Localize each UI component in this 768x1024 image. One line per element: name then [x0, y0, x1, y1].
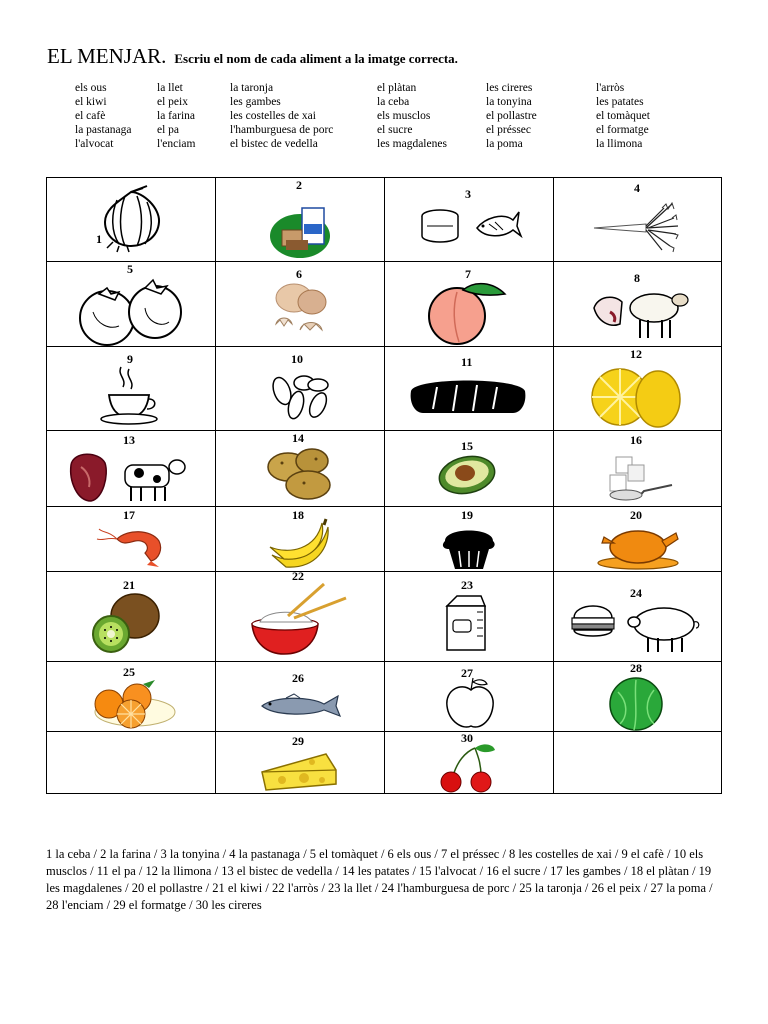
item-number: 6 [296, 267, 302, 281]
item-number: 18 [292, 508, 304, 522]
word: les costelles de xai [230, 110, 316, 122]
grid-row [47, 662, 722, 732]
word: la farina [157, 110, 195, 122]
flour-icon [216, 178, 385, 262]
word: la llimona [596, 138, 643, 150]
word-column [157, 81, 195, 151]
grid-cell [47, 732, 216, 794]
grid-cell [47, 572, 216, 662]
word: l'enciam [157, 138, 196, 150]
grid-cell [554, 262, 722, 347]
grid-cell [385, 662, 554, 732]
word: el préssec [486, 124, 532, 136]
word: l'alvocat [75, 138, 114, 150]
word: el plàtan [377, 82, 417, 94]
veal-steak-icon [47, 431, 216, 507]
grid-cell [554, 431, 722, 507]
grid-row [47, 572, 722, 662]
item-number: 4 [634, 181, 640, 195]
grid-cell [554, 507, 722, 572]
word-column [377, 81, 447, 151]
grid-cell [47, 507, 216, 572]
sugar-icon [554, 431, 722, 507]
pork-burger-icon [554, 572, 722, 662]
carrot-icon [554, 178, 722, 262]
grid-row [47, 262, 722, 347]
grid-cell [47, 662, 216, 732]
item-number: 20 [630, 508, 642, 522]
grid-cell [385, 507, 554, 572]
item-number: 16 [630, 433, 642, 447]
item-number: 9 [127, 352, 133, 366]
word: els ous [75, 82, 107, 94]
roast-chicken-icon [554, 507, 722, 572]
item-number: 8 [634, 271, 640, 285]
grid-cell [216, 662, 385, 732]
grid-cell [216, 569, 385, 662]
word: la taronja [230, 82, 274, 94]
item-number: 12 [630, 347, 642, 361]
word: el pa [157, 124, 180, 136]
item-number: 10 [291, 352, 303, 366]
instruction: Escriu el nom de cada aliment a la imatge correcta. [174, 51, 458, 66]
picture-grid [46, 177, 722, 794]
page-title [47, 44, 458, 69]
grid-cell [385, 178, 554, 262]
peach-icon [385, 262, 554, 347]
word: el sucre [377, 124, 413, 136]
word: l'hamburguesa de porc [230, 124, 334, 136]
tomato-icon [47, 262, 216, 347]
item-number: 5 [127, 262, 133, 276]
word: l'arròs [596, 82, 625, 94]
item-number: 15 [461, 439, 473, 453]
item-number: 21 [123, 578, 135, 592]
item-number: 17 [123, 508, 135, 522]
word: el pollastre [486, 110, 537, 122]
item-number: 19 [461, 508, 473, 522]
word-column [486, 81, 537, 151]
rice-icon [216, 572, 385, 662]
grid-row [47, 347, 722, 431]
item-number: 29 [292, 734, 304, 748]
grid-cell [216, 431, 385, 507]
orange-icon [47, 662, 216, 732]
grid-cell [554, 178, 722, 262]
item-number: 27 [461, 666, 473, 680]
word-column [230, 81, 333, 151]
word: la tonyina [486, 96, 532, 108]
coffee-icon [47, 347, 216, 431]
word: el kiwi [75, 96, 107, 108]
lettuce-icon [554, 662, 722, 732]
grid-cell [216, 347, 385, 431]
item-number: 7 [465, 267, 471, 281]
shrimp-icon [47, 507, 216, 572]
grid-cell [554, 572, 722, 662]
grid-cell [216, 262, 385, 347]
grid-cell [47, 347, 216, 431]
word: el cafè [75, 110, 106, 122]
cherries-icon [385, 732, 554, 794]
item-number: 22 [292, 569, 304, 583]
word-column [75, 81, 132, 151]
grid-cell [385, 262, 554, 347]
cheese-icon [216, 732, 385, 794]
grid-cell [385, 572, 554, 662]
word: les gambes [230, 96, 281, 108]
grid-row [47, 732, 722, 794]
lamb-chops-icon [554, 262, 722, 347]
grid-cell [216, 507, 385, 572]
apple-icon [385, 662, 554, 732]
mussels-icon [216, 347, 385, 431]
grid-row [47, 507, 722, 572]
tuna-icon [385, 178, 554, 262]
grid-cell [554, 347, 722, 431]
answer-key: 1 la ceba / 2 la farina / 3 la tonyina / 4 la pastanaga / 5 el tomàquet / 6 els ous / 7 el préssec / 8 les costelles de xai / 9 el cafè / 10 els musclos / 11 el pa / 12 la llimona / 13 el bistec de vedella / 14 les patates / 15 l'alvocat / 16 el sucre / 17 les gambes / 18 el plàtan / 19 les magdalenes / 20 el pollastre / 21 el kiwi / 22 l'arròs / 23 la llet / 24 l'hamburguesa de porc / 25 la taronja / 26 el peix / 27 la poma / 28 l'enciam / 29 el formatge / 30 les cireres [46, 847, 713, 912]
grid-cell [554, 732, 722, 794]
word: el formatge [596, 124, 649, 136]
word: les cireres [486, 82, 533, 94]
muffin-icon [385, 507, 554, 572]
item-number: 30 [461, 731, 473, 745]
grid-cell [47, 262, 216, 347]
grid-cell [47, 431, 216, 507]
item-number: 23 [461, 578, 473, 592]
word: les patates [596, 96, 644, 108]
grid-cell [47, 178, 216, 262]
kiwi-icon [47, 572, 216, 662]
title-main: EL MENJAR. [47, 44, 167, 68]
word: els musclos [377, 110, 431, 122]
grid-cell [385, 347, 554, 431]
word: la poma [486, 138, 523, 150]
grid-cell [216, 178, 385, 262]
item-number: 26 [292, 671, 304, 685]
item-number: 3 [465, 187, 471, 201]
grid-cell [385, 431, 554, 507]
word: les magdalenes [377, 138, 447, 150]
item-number: 28 [630, 661, 642, 675]
banana-icon [216, 507, 385, 572]
fish-icon [216, 662, 385, 732]
avocado-icon [385, 431, 554, 507]
item-number: 13 [123, 433, 135, 447]
grid-cell [554, 662, 722, 732]
item-number: 24 [630, 586, 642, 600]
grid-cell [216, 732, 385, 794]
bread-icon [385, 347, 554, 431]
grid-cell [385, 732, 554, 794]
potatoes-icon [216, 431, 385, 507]
lemon-icon [554, 347, 722, 431]
item-number: 25 [123, 665, 135, 679]
word-bank [75, 81, 715, 153]
word: la pastanaga [75, 124, 132, 136]
word-column [596, 81, 650, 151]
eggs-icon [216, 262, 385, 347]
word: la llet [157, 82, 183, 94]
word: el bistec de vedella [230, 138, 318, 150]
item-number: 1 [96, 232, 102, 246]
milk-icon [385, 572, 554, 662]
word: el peix [157, 96, 188, 108]
onion-icon [47, 178, 216, 262]
grid-row [47, 431, 722, 507]
word: el tomàquet [596, 110, 650, 122]
grid-row [47, 178, 722, 262]
item-number: 14 [292, 431, 304, 445]
item-number: 2 [296, 178, 302, 192]
word: la ceba [377, 96, 410, 108]
item-number: 11 [461, 355, 473, 369]
